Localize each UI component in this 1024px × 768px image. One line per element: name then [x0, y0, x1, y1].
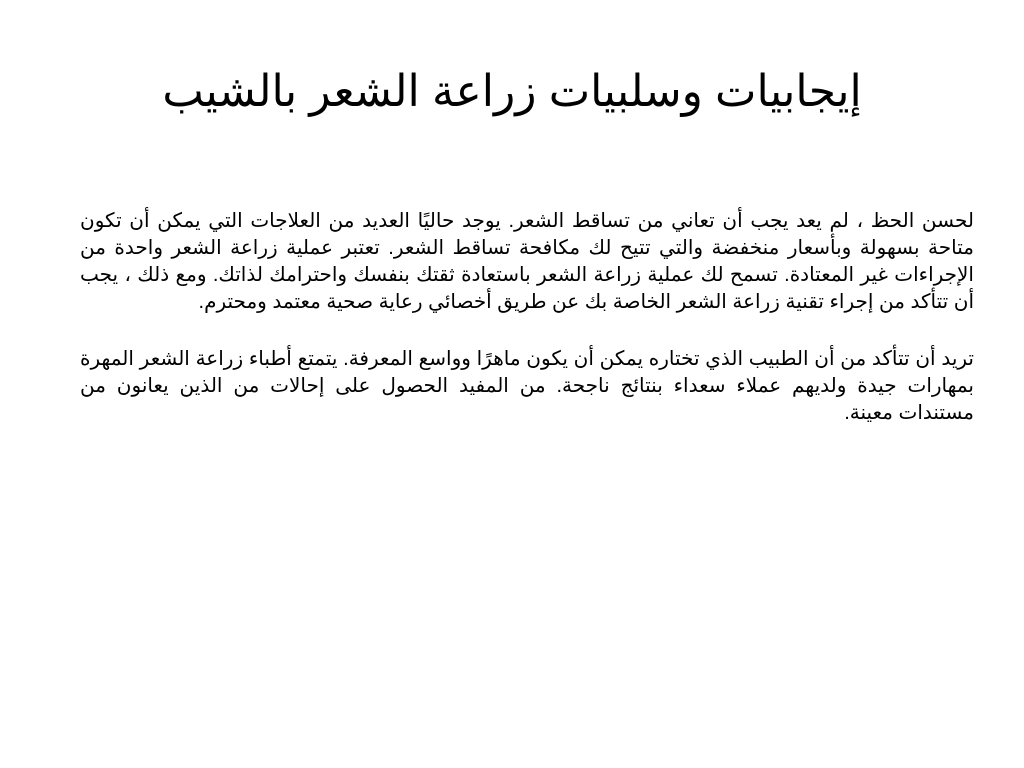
paragraph-1: لحسن الحظ ، لم يعد يجب أن تعاني من تساقط الشعر. يوجد حاليًا العديد من العلاجات التي يمكن أن تكون متاحة بسهولة وبأسعار منخفضة والتي تتيح لك مكافحة تساقط الشعر. تعتبر عملية زراعة الشعر واحدة من الإجراءات غير المعتادة. تسمح لك عملية زراعة الشعر باستعادة ثقتك بنفسك واحترامك لذاتك. ومع ذلك ، يجب أن تتأكد من إجراء تقنية زراعة الشعر الخاصة بك عن طريق أخصائي رعاية صحية معتمد ومحترم.	[80, 210, 974, 313]
paragraph-2: تريد أن تتأكد من أن الطبيب الذي تختاره يمكن أن يكون ماهرًا وواسع المعرفة. يتمتع أطباء زراعة الشعر المهرة بمهارات جيدة ولديهم عملاء سعداء بنتائج ناجحة. من المفيد الحصول على إحالات من الذين يعانون من مستندات معينة.	[80, 348, 974, 424]
slide-title: إيجابيات وسلبيات زراعة الشعر بالشيب	[162, 67, 862, 116]
slide-body	[80, 208, 974, 457]
